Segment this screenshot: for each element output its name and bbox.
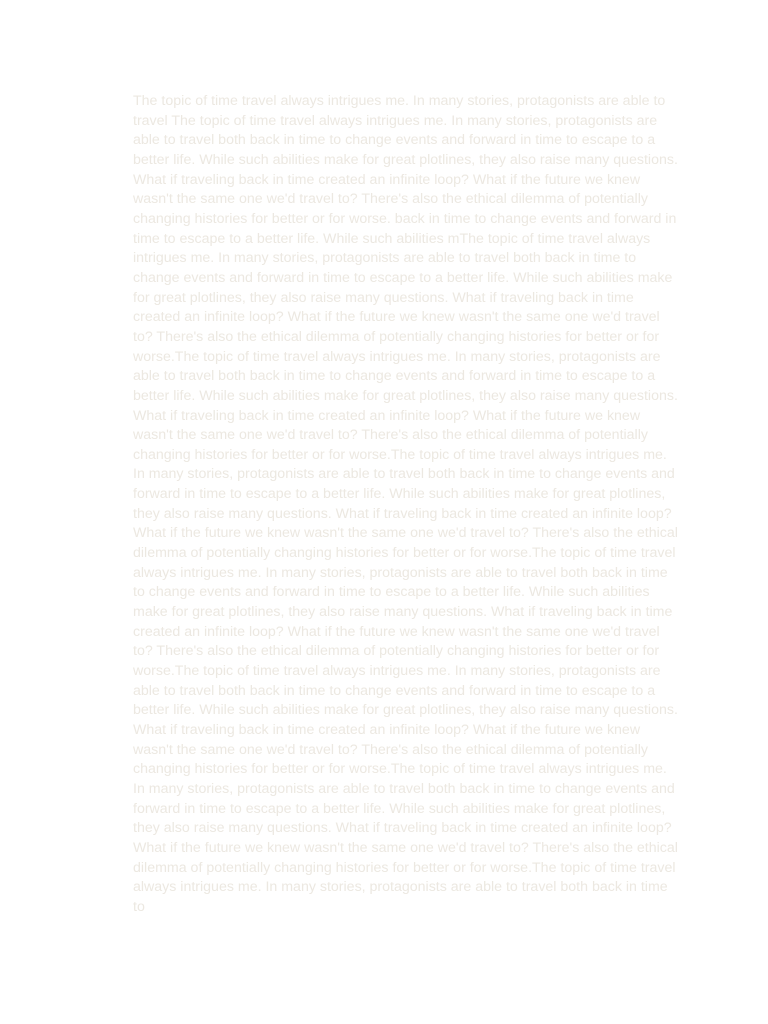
body-paragraph: The topic of time travel always intrigues me. In many stories, protagonists are able to travel The topic of time travel always intrigues me. In many stories, protagonists are able to travel both back in time to change events and forward in time to escape to a better life. While such abilities make for great plotlines, they also raise many questions. What if traveling back in time created an infinite loop? What if the future we knew wasn't the same one we'd travel to? There's also the ethical dilemma of potentially changing histories for better or for worse. back in time to change events and forward in time to escape to a better life. While such abilities mThe topic of time travel always intrigues me. In many stories, protagonists are able to travel both back in time to change events and forward in time to escape to a better life. While such abilities make for great plotlines, they also raise many questions. What if traveling back in time created an infinite loop? What if the future we knew wasn't the same one we'd travel to? There's also the ethical dilemma of potentially changing histories for better or for worse.The topic of time travel always intrigues me. In many stories, protagonists are able to travel both back in time to change events and forward in time to escape to a better life. While such abilities make for great plotlines, they also raise many questions. What if traveling back in time created an infinite loop? What if the future we knew wasn't the same one we'd travel to? There's also the ethical dilemma of potentially changing histories for better or for worse.The topic of time travel always intrigues me. In many stories, protagonists are able to travel both back in time to change events and forward in time to escape to a better life. While such abilities make for great plotlines, they also raise many questions. What if traveling back in time created an infinite loop? What if the future we knew wasn't the same one we'd travel to? There's also the ethical dilemma of potentially changing histories for better or for worse.The topic of time travel always intrigues me. In many stories, protagonists are able to travel both back in time to change events and forward in time to escape to a better life. While such abilities make for great plotlines, they also raise many questions. What if traveling back in time created an infinite loop? What if the future we knew wasn't the same one we'd travel to? There's also the ethical dilemma of potentially changing histories for better or for worse.The topic of time travel always intrigues me. In many stories, protagonists are able to travel both back in time to change events and forward in time to escape to a better life. While such abilities make for great plotlines, they also raise many questions. What if traveling back in time created an infinite loop? What if the future we knew wasn't the same one we'd travel to? There's also the ethical dilemma of potentially changing histories for better or for worse.The topic of time travel always intrigues me. In many stories, protagonists are able to travel both back in time to change events and forward in time to escape to a better life. While such abilities make for great plotlines, they also raise many questions. What if traveling back in time created an infinite loop? What if the future we knew wasn't the same one we'd travel to? There's also the ethical dilemma of potentially changing histories for better or for worse.The topic of time travel always intrigues me. In many stories, protagonists are able to travel both back in time to (133, 93, 678, 915)
